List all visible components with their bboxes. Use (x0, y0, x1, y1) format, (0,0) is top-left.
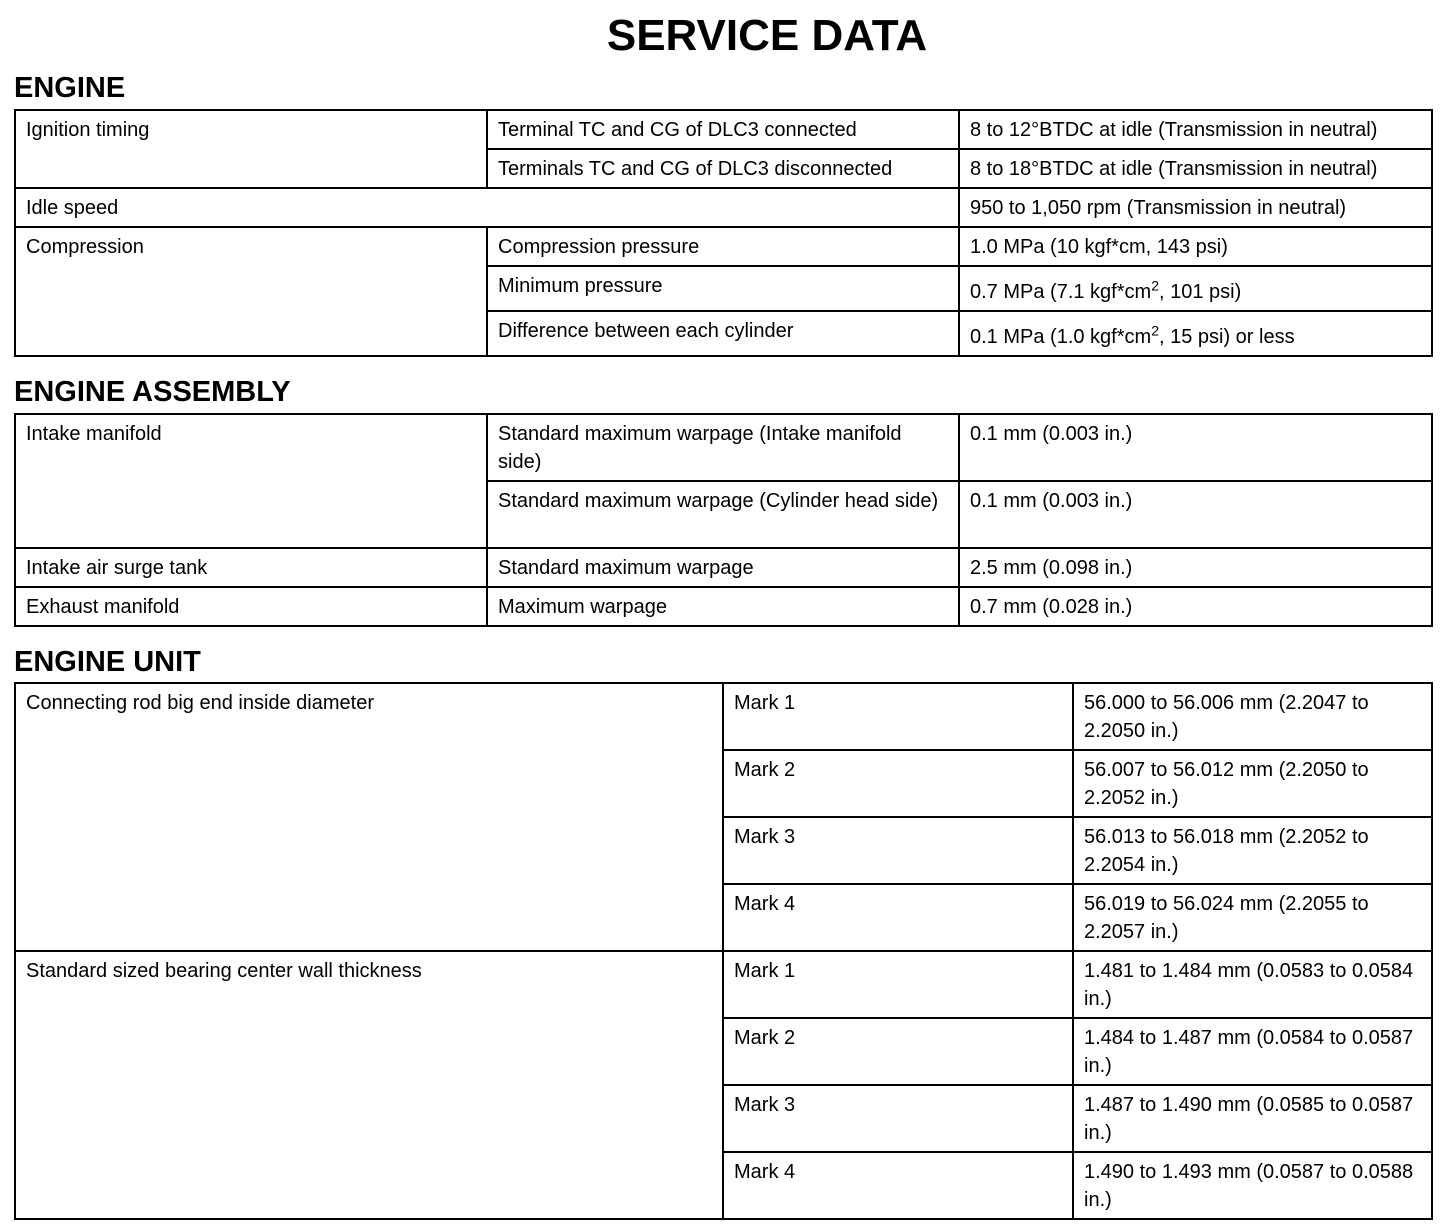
diameter-spec-cell: 56.013 to 56.018 mm (2.2052 to 2.2054 in.) (1073, 817, 1432, 884)
mark-cell: Mark 3 (723, 1085, 1073, 1152)
compression-condition-cell: Difference between each cylinder (487, 311, 959, 356)
engine-table (14, 109, 1433, 357)
ignition-timing-label: Ignition timing (15, 110, 487, 188)
mark-cell: Mark 3 (723, 817, 1073, 884)
table-row (15, 227, 1432, 266)
exhaust-manifold-label: Exhaust manifold (15, 587, 487, 626)
big-end-diameter-label: Connecting rod big end inside diameter (15, 683, 723, 951)
section-heading-engine: ENGINE (14, 72, 126, 104)
mark-cell: Mark 4 (723, 1152, 1073, 1219)
compression-spec-cell: 1.0 MPa (10 kgf*cm, 143 psi) (959, 227, 1432, 266)
table-row (15, 414, 1432, 481)
diameter-spec-cell: 56.000 to 56.006 mm (2.2047 to 2.2050 in.) (1073, 683, 1432, 750)
warpage-condition-cell: Standard maximum warpage (Cylinder head side) (487, 481, 959, 548)
surge-tank-label: Intake air surge tank (15, 548, 487, 587)
thickness-spec-cell: 1.490 to 1.493 mm (0.0587 to 0.0588 in.) (1073, 1152, 1432, 1219)
thickness-spec-cell: 1.484 to 1.487 mm (0.0584 to 0.0587 in.) (1073, 1018, 1432, 1085)
compression-spec-cell: 0.7 MPa (7.1 $kgf*cm^2$, 101 psi) (959, 266, 1432, 311)
section-heading-engine-unit: ENGINE UNIT (14, 646, 201, 678)
compression-condition-cell: Minimum pressure (487, 266, 959, 311)
ignition-spec-cell: 8 to 18°BTDC at idle (Transmission in neutral) (959, 149, 1432, 188)
diameter-spec-cell: 56.019 to 56.024 mm (2.2055 to 2.2057 in.) (1073, 884, 1432, 951)
warpage-condition-cell: Standard maximum warpage (487, 548, 959, 587)
table-row (15, 110, 1432, 149)
section-heading-engine-assembly: ENGINE ASSEMBLY (14, 376, 291, 408)
engine-assembly-table (14, 413, 1433, 627)
compression-condition-cell: Compression pressure (487, 227, 959, 266)
warpage-spec-cell: 0.7 mm (0.028 in.) (959, 587, 1432, 626)
thickness-spec-cell: 1.487 to 1.490 mm (0.0585 to 0.0587 in.) (1073, 1085, 1432, 1152)
warpage-spec-cell: 2.5 mm (0.098 in.) (959, 548, 1432, 587)
warpage-condition-cell: Standard maximum warpage (Intake manifold side) (487, 414, 959, 481)
compression-label: Compression (15, 227, 487, 356)
idle-speed-spec: 950 to 1,050 rpm (Transmission in neutral) (959, 188, 1432, 227)
table-row (15, 683, 1432, 750)
table-row (15, 548, 1432, 587)
idle-speed-label: Idle speed (15, 188, 959, 227)
table-row (15, 951, 1432, 1018)
ignition-condition-cell: Terminals TC and CG of DLC3 disconnected (487, 149, 959, 188)
mark-cell: Mark 1 (723, 951, 1073, 1018)
intake-manifold-label: Intake manifold (15, 414, 487, 548)
engine-unit-table (14, 682, 1433, 1220)
mark-cell: Mark 1 (723, 683, 1073, 750)
table-row (15, 587, 1432, 626)
ignition-condition-cell: Terminal TC and CG of DLC3 connected (487, 110, 959, 149)
mark-cell: Mark 4 (723, 884, 1073, 951)
diameter-spec-cell: 56.007 to 56.012 mm (2.2050 to 2.2052 in.) (1073, 750, 1432, 817)
warpage-spec-cell: 0.1 mm (0.003 in.) (959, 481, 1432, 548)
mark-cell: Mark 2 (723, 750, 1073, 817)
page-title: SERVICE DATA (606, 11, 928, 60)
table-row (15, 188, 1432, 227)
warpage-spec-cell: 0.1 mm (0.003 in.) (959, 414, 1432, 481)
bearing-thickness-label: Standard sized bearing center wall thickness (15, 951, 723, 1219)
ignition-spec-cell: 8 to 12°BTDC at idle (Transmission in neutral) (959, 110, 1432, 149)
compression-spec-cell: 0.1 MPa (1.0 $kgf*cm^2$, 15 psi) or less (959, 311, 1432, 356)
thickness-spec-cell: 1.481 to 1.484 mm (0.0583 to 0.0584 in.) (1073, 951, 1432, 1018)
mark-cell: Mark 2 (723, 1018, 1073, 1085)
warpage-condition-cell: Maximum warpage (487, 587, 959, 626)
